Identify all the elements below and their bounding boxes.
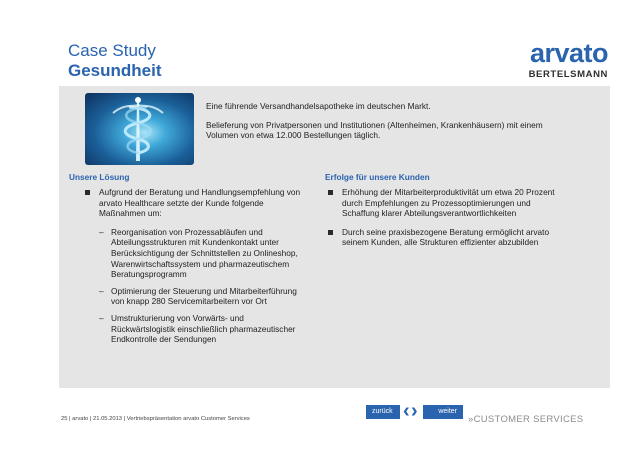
logo-parent: BERTELSMANN bbox=[528, 69, 608, 80]
page-title bbox=[68, 41, 162, 81]
solution-column bbox=[84, 187, 306, 351]
list-item: Durch seine praxisbezogene Beratung ermöglicht arvato seinem Kunden, alle Strukturen effizienter abzubilden bbox=[327, 227, 555, 248]
caduceus-image bbox=[85, 93, 194, 165]
arvato-logo bbox=[498, 40, 608, 80]
customer-services-tagline: »CUSTOMER SERVICES bbox=[468, 414, 584, 425]
page-title-line2: Gesundheit bbox=[68, 61, 162, 80]
back-button[interactable]: zurück bbox=[366, 405, 400, 419]
list-item: – Umstrukturierung von Vorwärts- und Rückwärtslogistik einschließlich pharmazeutischer Endkontrolle der Sendungen bbox=[84, 313, 306, 345]
list-item: – Reorganisation von Prozessabläufen und Abteilungsstrukturen mit Kundenkontakt unter Berücksichtigung der Schnittstellen zu Onlineshop, Warenwirtschaftssystem und pharmazeutischem Beratungsprogramm bbox=[84, 227, 306, 280]
caduceus-icon bbox=[85, 93, 194, 165]
page-title-line1: Case Study bbox=[68, 41, 156, 60]
list-item: Erhöhung der Mitarbeiterproduktivität um etwa 20 Prozent durch Empfehlungen zu Prozessoptimierungen und Schaffung klarer Abteilungsverantwortlichkeiten bbox=[327, 187, 555, 219]
solution-heading: Unsere Lösung bbox=[69, 172, 130, 182]
forward-button[interactable]: weiter bbox=[423, 405, 463, 419]
results-heading: Erfolge für unsere Kunden bbox=[325, 172, 430, 182]
results-column bbox=[327, 187, 555, 256]
list-item: – Optimierung der Steuerung und Mitarbeiterführung von knapp 280 Servicemitarbeitern vor Ort bbox=[84, 286, 306, 307]
chevron-left-icon[interactable]: ‹ bbox=[403, 400, 410, 422]
logo-brand: arvato bbox=[529, 38, 608, 68]
intro-text bbox=[206, 101, 576, 141]
intro-line2: Belieferung von Privatpersonen und Institutionen (Altenheimen, Krankenhäusern) mit einem Volumen von etwa 12.000 Bestellungen täglich. bbox=[206, 119, 543, 140]
chevron-right-icon[interactable]: › bbox=[411, 400, 418, 422]
list-item: Aufgrund der Beratung und Handlungsempfehlung von arvato Healthcare setzte der Kunde folgende Maßnahmen um: bbox=[84, 187, 306, 219]
footer-text: 25 | arvato | 21.05.2013 | Vertriebspräsentation arvato Customer Services bbox=[61, 416, 250, 422]
intro-line1: Eine führende Versandhandelsapotheke im deutschen Markt. bbox=[206, 101, 431, 111]
